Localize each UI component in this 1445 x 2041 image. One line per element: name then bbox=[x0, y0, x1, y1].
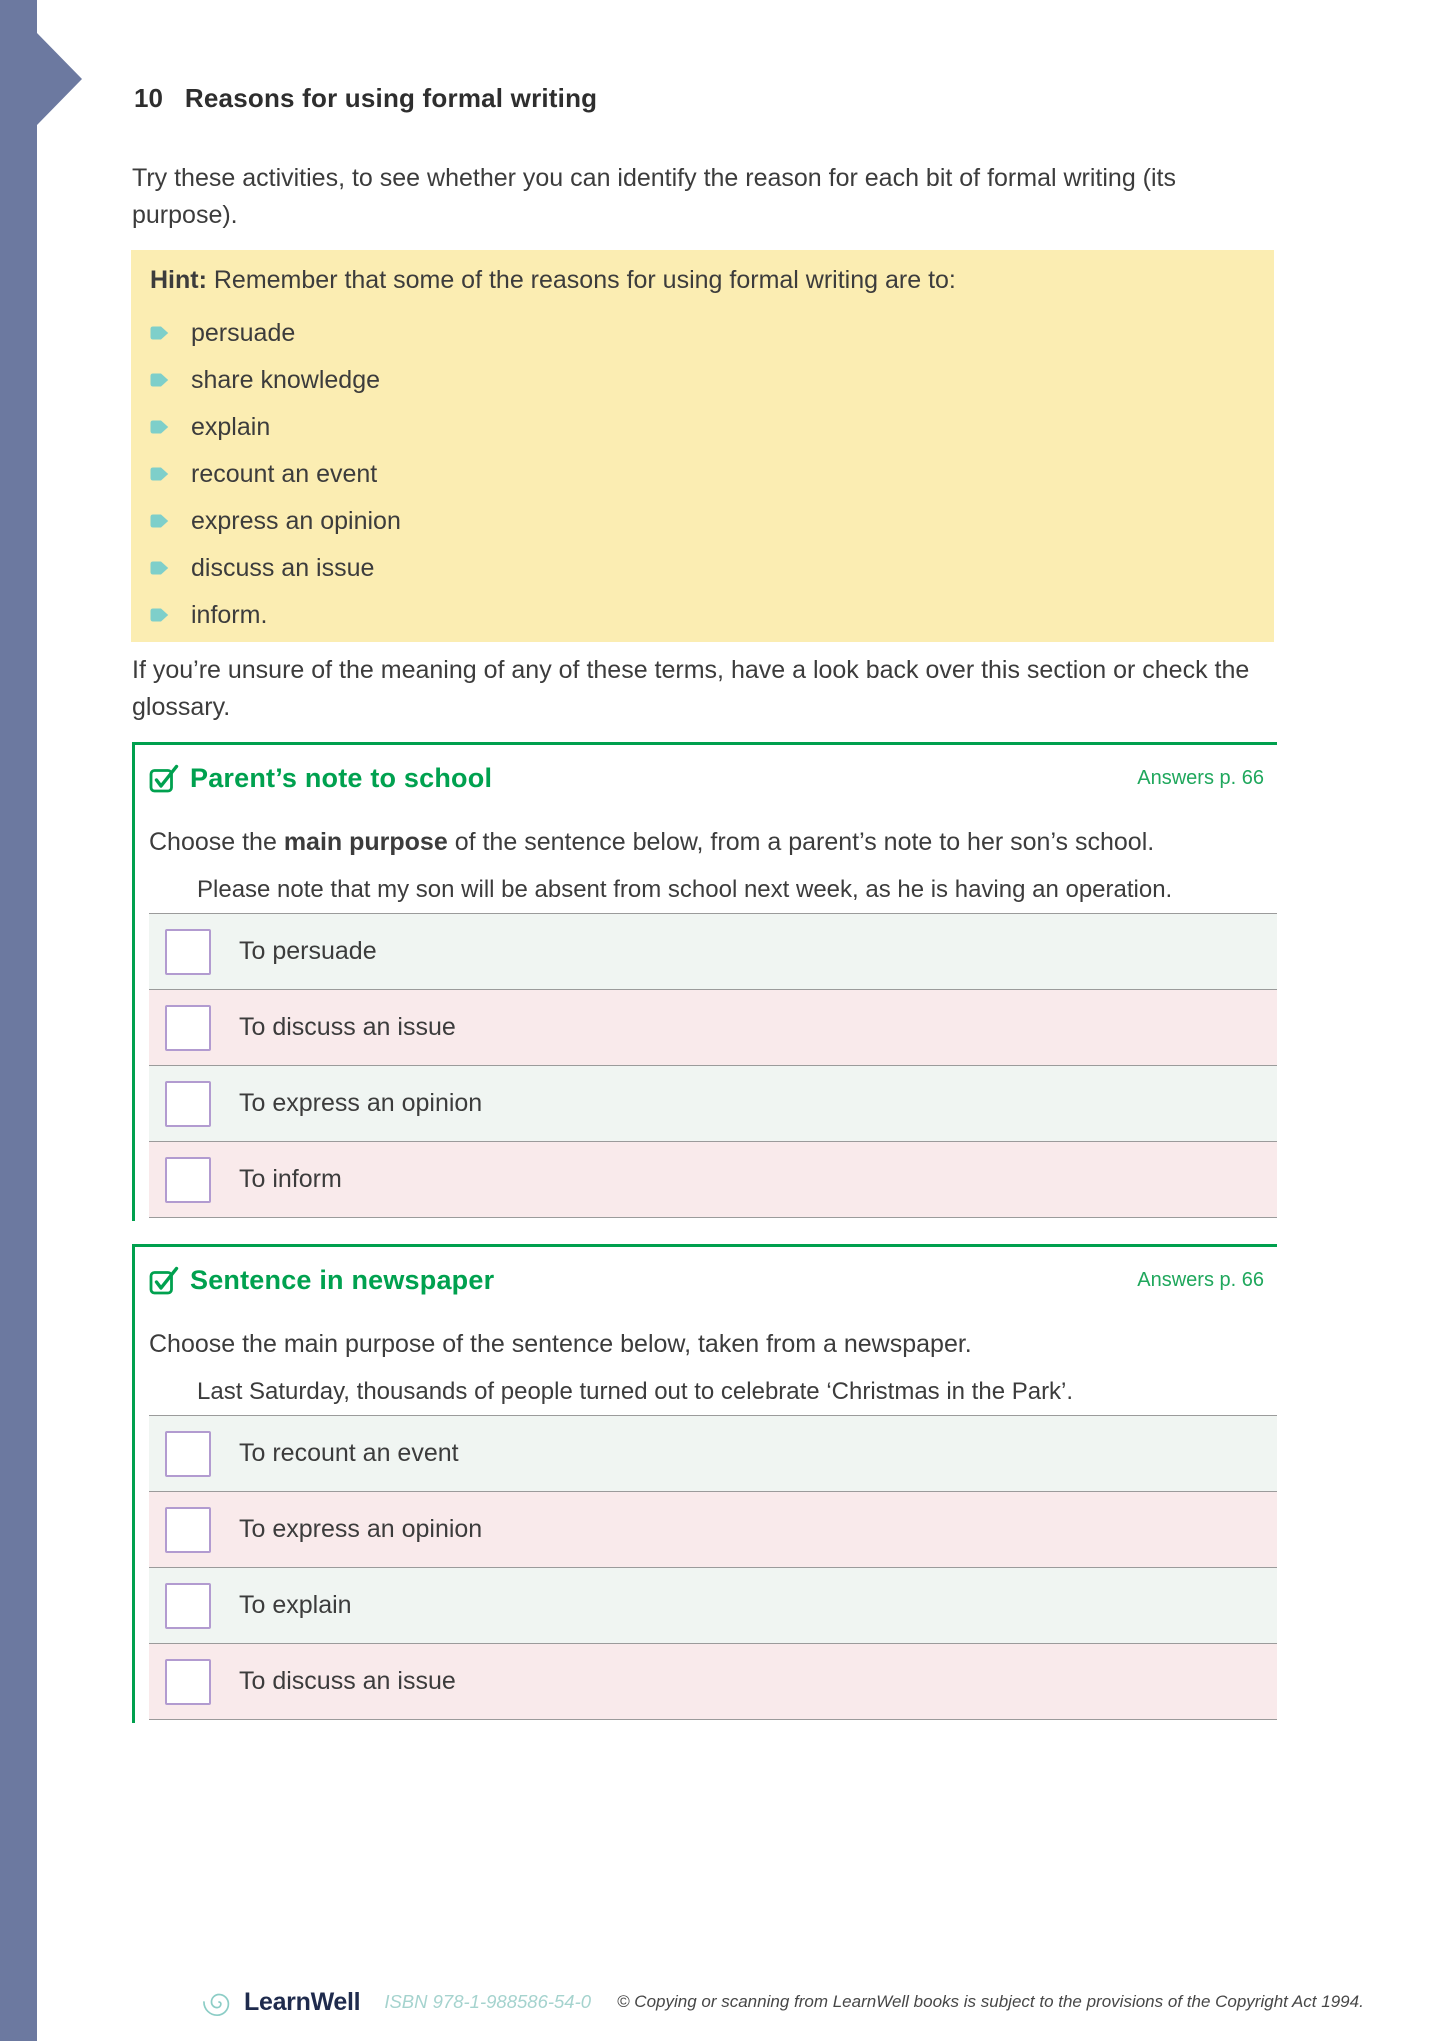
option-checkbox[interactable] bbox=[165, 1157, 211, 1203]
option-row[interactable] bbox=[149, 1065, 1277, 1141]
activity-title: Parent’s note to school bbox=[190, 762, 493, 793]
option-label: To express an opinion bbox=[239, 1515, 483, 1543]
option-row[interactable] bbox=[149, 1141, 1277, 1217]
hint-item-label: share knowledge bbox=[191, 365, 381, 394]
option-label: To discuss an issue bbox=[239, 1013, 456, 1041]
option-label: To recount an event bbox=[239, 1439, 459, 1467]
prompt-prefix: Choose the main purpose of the sentence below, taken from a newspaper. bbox=[149, 1330, 972, 1358]
option-row[interactable] bbox=[149, 1643, 1277, 1719]
arrow-bullet-icon bbox=[150, 326, 169, 340]
activity-prompt bbox=[149, 1326, 1263, 1363]
activity-header bbox=[135, 745, 1277, 798]
hint-bullet-item bbox=[150, 412, 1256, 442]
option-checkbox[interactable] bbox=[165, 1583, 211, 1629]
hint-item-label: discuss an issue bbox=[191, 553, 375, 582]
option-label: To persuade bbox=[239, 937, 377, 965]
prompt-bold: main purpose bbox=[283, 828, 448, 856]
hint-item-label: persuade bbox=[191, 318, 296, 347]
chapter-arrow-marker bbox=[37, 33, 82, 125]
option-label: To explain bbox=[239, 1591, 352, 1619]
checked-box-icon bbox=[149, 1265, 179, 1295]
hint-line bbox=[150, 263, 1256, 297]
arrow-bullet-icon bbox=[150, 561, 169, 575]
answers-page-link[interactable]: Answers p. 66 bbox=[1137, 1268, 1264, 1291]
hint-item-label: recount an event bbox=[191, 459, 378, 488]
activity-box-parents-note bbox=[132, 742, 1277, 1221]
chapter-header bbox=[134, 80, 597, 116]
option-row[interactable] bbox=[149, 1415, 1277, 1491]
option-label: To inform bbox=[239, 1165, 342, 1193]
brand-name: LearnWell bbox=[244, 1987, 361, 2016]
hint-bullet-item bbox=[150, 553, 1256, 583]
copyright-text: © Copying or scanning from LearnWell books is subject to the provisions of the Copyright Act 1994. bbox=[617, 1992, 1364, 2011]
page-title: Reasons for using formal writing bbox=[184, 83, 598, 113]
option-checkbox[interactable] bbox=[165, 1081, 211, 1127]
chapter-number: 10 bbox=[134, 83, 163, 113]
option-label: To discuss an issue bbox=[239, 1667, 456, 1695]
option-row[interactable] bbox=[149, 989, 1277, 1065]
activity-header bbox=[135, 1247, 1277, 1300]
option-row[interactable] bbox=[149, 1567, 1277, 1643]
activity-prompt bbox=[149, 824, 1263, 861]
isbn-text: ISBN 978-1-988586-54-0 bbox=[384, 1991, 592, 2012]
hint-bullet-item bbox=[150, 506, 1256, 536]
hint-bullet-item bbox=[150, 365, 1256, 395]
options-list bbox=[149, 1415, 1277, 1720]
activity-title: Sentence in newspaper bbox=[190, 1264, 495, 1295]
arrow-bullet-icon bbox=[150, 420, 169, 434]
note-paragraph: If you’re unsure of the meaning of any of these terms, have a look back over this section or check the glossary. bbox=[132, 656, 1250, 721]
hint-item-label: explain bbox=[191, 412, 271, 441]
arrow-bullet-icon bbox=[150, 467, 169, 481]
hint-bullet-item bbox=[150, 459, 1256, 489]
hint-item-label: inform. bbox=[191, 600, 268, 629]
option-checkbox[interactable] bbox=[165, 1659, 211, 1705]
hint-bullet-item bbox=[150, 600, 1256, 630]
option-checkbox[interactable] bbox=[165, 929, 211, 975]
intro-paragraph: Try these activities, to see whether you can identify the reason for each bit of formal writing (its purpose). bbox=[132, 164, 1176, 229]
learnwell-spiral-logo-icon bbox=[203, 1986, 235, 2018]
hint-item-label: express an opinion bbox=[191, 506, 401, 535]
arrow-bullet-icon bbox=[150, 608, 169, 622]
hint-label: Hint: bbox=[150, 266, 207, 294]
activity-quote: Please note that my son will be absent from school next week, as he is having an operation. bbox=[197, 876, 1173, 903]
option-checkbox[interactable] bbox=[165, 1431, 211, 1477]
prompt-suffix: of the sentence below, from a parent’s note to her son’s school. bbox=[447, 828, 1155, 856]
option-label: To express an opinion bbox=[239, 1089, 483, 1117]
option-row[interactable] bbox=[149, 913, 1277, 989]
option-checkbox[interactable] bbox=[165, 1507, 211, 1553]
page-edge-bar bbox=[0, 0, 37, 2041]
hint-list bbox=[150, 318, 1256, 630]
activity-box-newspaper-sentence bbox=[132, 1244, 1277, 1723]
option-checkbox[interactable] bbox=[165, 1005, 211, 1051]
page-footer bbox=[203, 1982, 1364, 2022]
options-list bbox=[149, 913, 1277, 1218]
answers-page-link[interactable]: Answers p. 66 bbox=[1137, 766, 1264, 789]
arrow-bullet-icon bbox=[150, 514, 169, 528]
arrow-bullet-icon bbox=[150, 373, 169, 387]
prompt-prefix: Choose the bbox=[149, 828, 284, 856]
hint-box bbox=[131, 250, 1274, 642]
activity-quote: Last Saturday, thousands of people turned out to celebrate ‘Christmas in the Park’. bbox=[197, 1378, 1074, 1405]
option-row[interactable] bbox=[149, 1491, 1277, 1567]
hint-bullet-item bbox=[150, 318, 1256, 348]
checked-box-icon bbox=[149, 763, 179, 793]
hint-text: Remember that some of the reasons for using formal writing are to: bbox=[206, 266, 956, 294]
